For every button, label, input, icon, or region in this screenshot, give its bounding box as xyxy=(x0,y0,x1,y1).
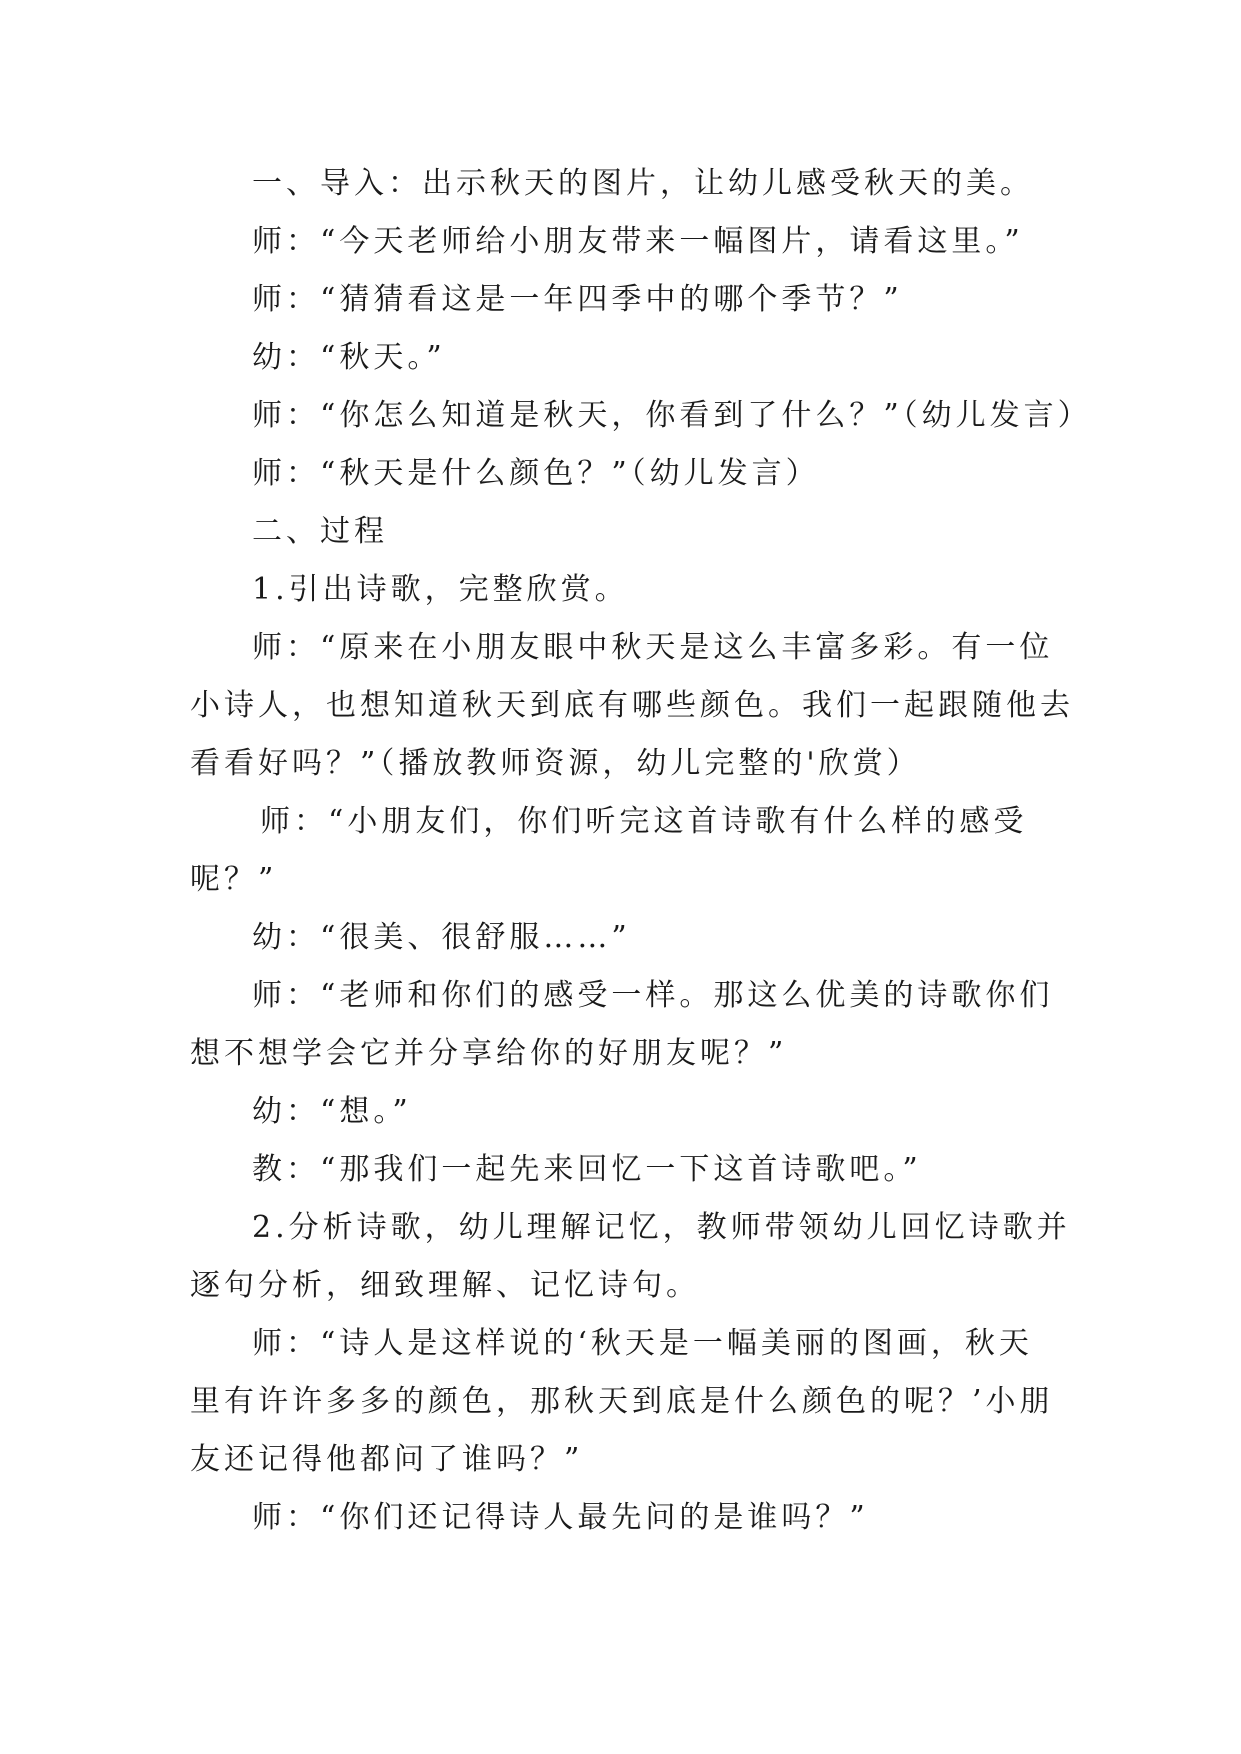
text-line: 一、导入：出示秋天的图片，让幼儿感受秋天的美。 xyxy=(252,166,1034,201)
text-line: 逐句分析，细致理解、记忆诗句。 xyxy=(190,1268,700,1303)
text-line: 1.引出诗歌，完整欣赏。 xyxy=(252,572,629,607)
text-line: 小诗人，也想知道秋天到底有哪些颜色。我们一起跟随他去 xyxy=(190,688,1074,723)
text-line: 师：“小朋友们，你们听完这首诗歌有什么样的感受 xyxy=(260,804,1028,839)
text-line: 呢？” xyxy=(190,862,278,897)
text-line: 师：“你们还记得诗人最先问的是谁吗？” xyxy=(252,1500,869,1535)
text-line: 2.分析诗歌，幼儿理解记忆，教师带领幼儿回忆诗歌并 xyxy=(252,1210,1071,1245)
lesson-text xyxy=(190,155,1092,1547)
text-line: 二、过程 xyxy=(252,514,388,549)
text-line: 看看好吗？”（播放教师资源，幼儿完整的'欣赏） xyxy=(190,746,921,781)
text-line: 师：“原来在小朋友眼中秋天是这么丰富多彩。有一位 xyxy=(252,630,1054,665)
text-line: 师：“猜猜看这是一年四季中的哪个季节？” xyxy=(252,282,903,317)
text-line: 友还记得他都问了谁吗？” xyxy=(190,1442,584,1477)
text-line: 师：“你怎么知道是秋天，你看到了什么？”（幼儿发言） xyxy=(252,398,1092,433)
text-line: 教：“那我们一起先来回忆一下这首诗歌吧。” xyxy=(252,1152,922,1187)
text-line: 里有许许多多的颜色，那秋天到底是什么颜色的呢？’小朋 xyxy=(190,1384,1054,1419)
text-line: 幼：“很美、很舒服……” xyxy=(252,920,631,955)
text-line: 幼：“想。” xyxy=(252,1094,412,1129)
text-line: 师：“老师和你们的感受一样。那这么优美的诗歌你们 xyxy=(252,978,1054,1013)
text-line: 师：“诗人是这样说的‘秋天是一幅美丽的图画，秋天 xyxy=(252,1326,1033,1361)
text-line: 师：“今天老师给小朋友带来一幅图片，请看这里。” xyxy=(252,224,1024,259)
text-line: 师：“秋天是什么颜色？”（幼儿发言） xyxy=(252,456,820,491)
text-line: 幼：“秋天。” xyxy=(252,340,446,375)
text-line: 想不想学会它并分享给你的好朋友呢？” xyxy=(190,1036,788,1071)
